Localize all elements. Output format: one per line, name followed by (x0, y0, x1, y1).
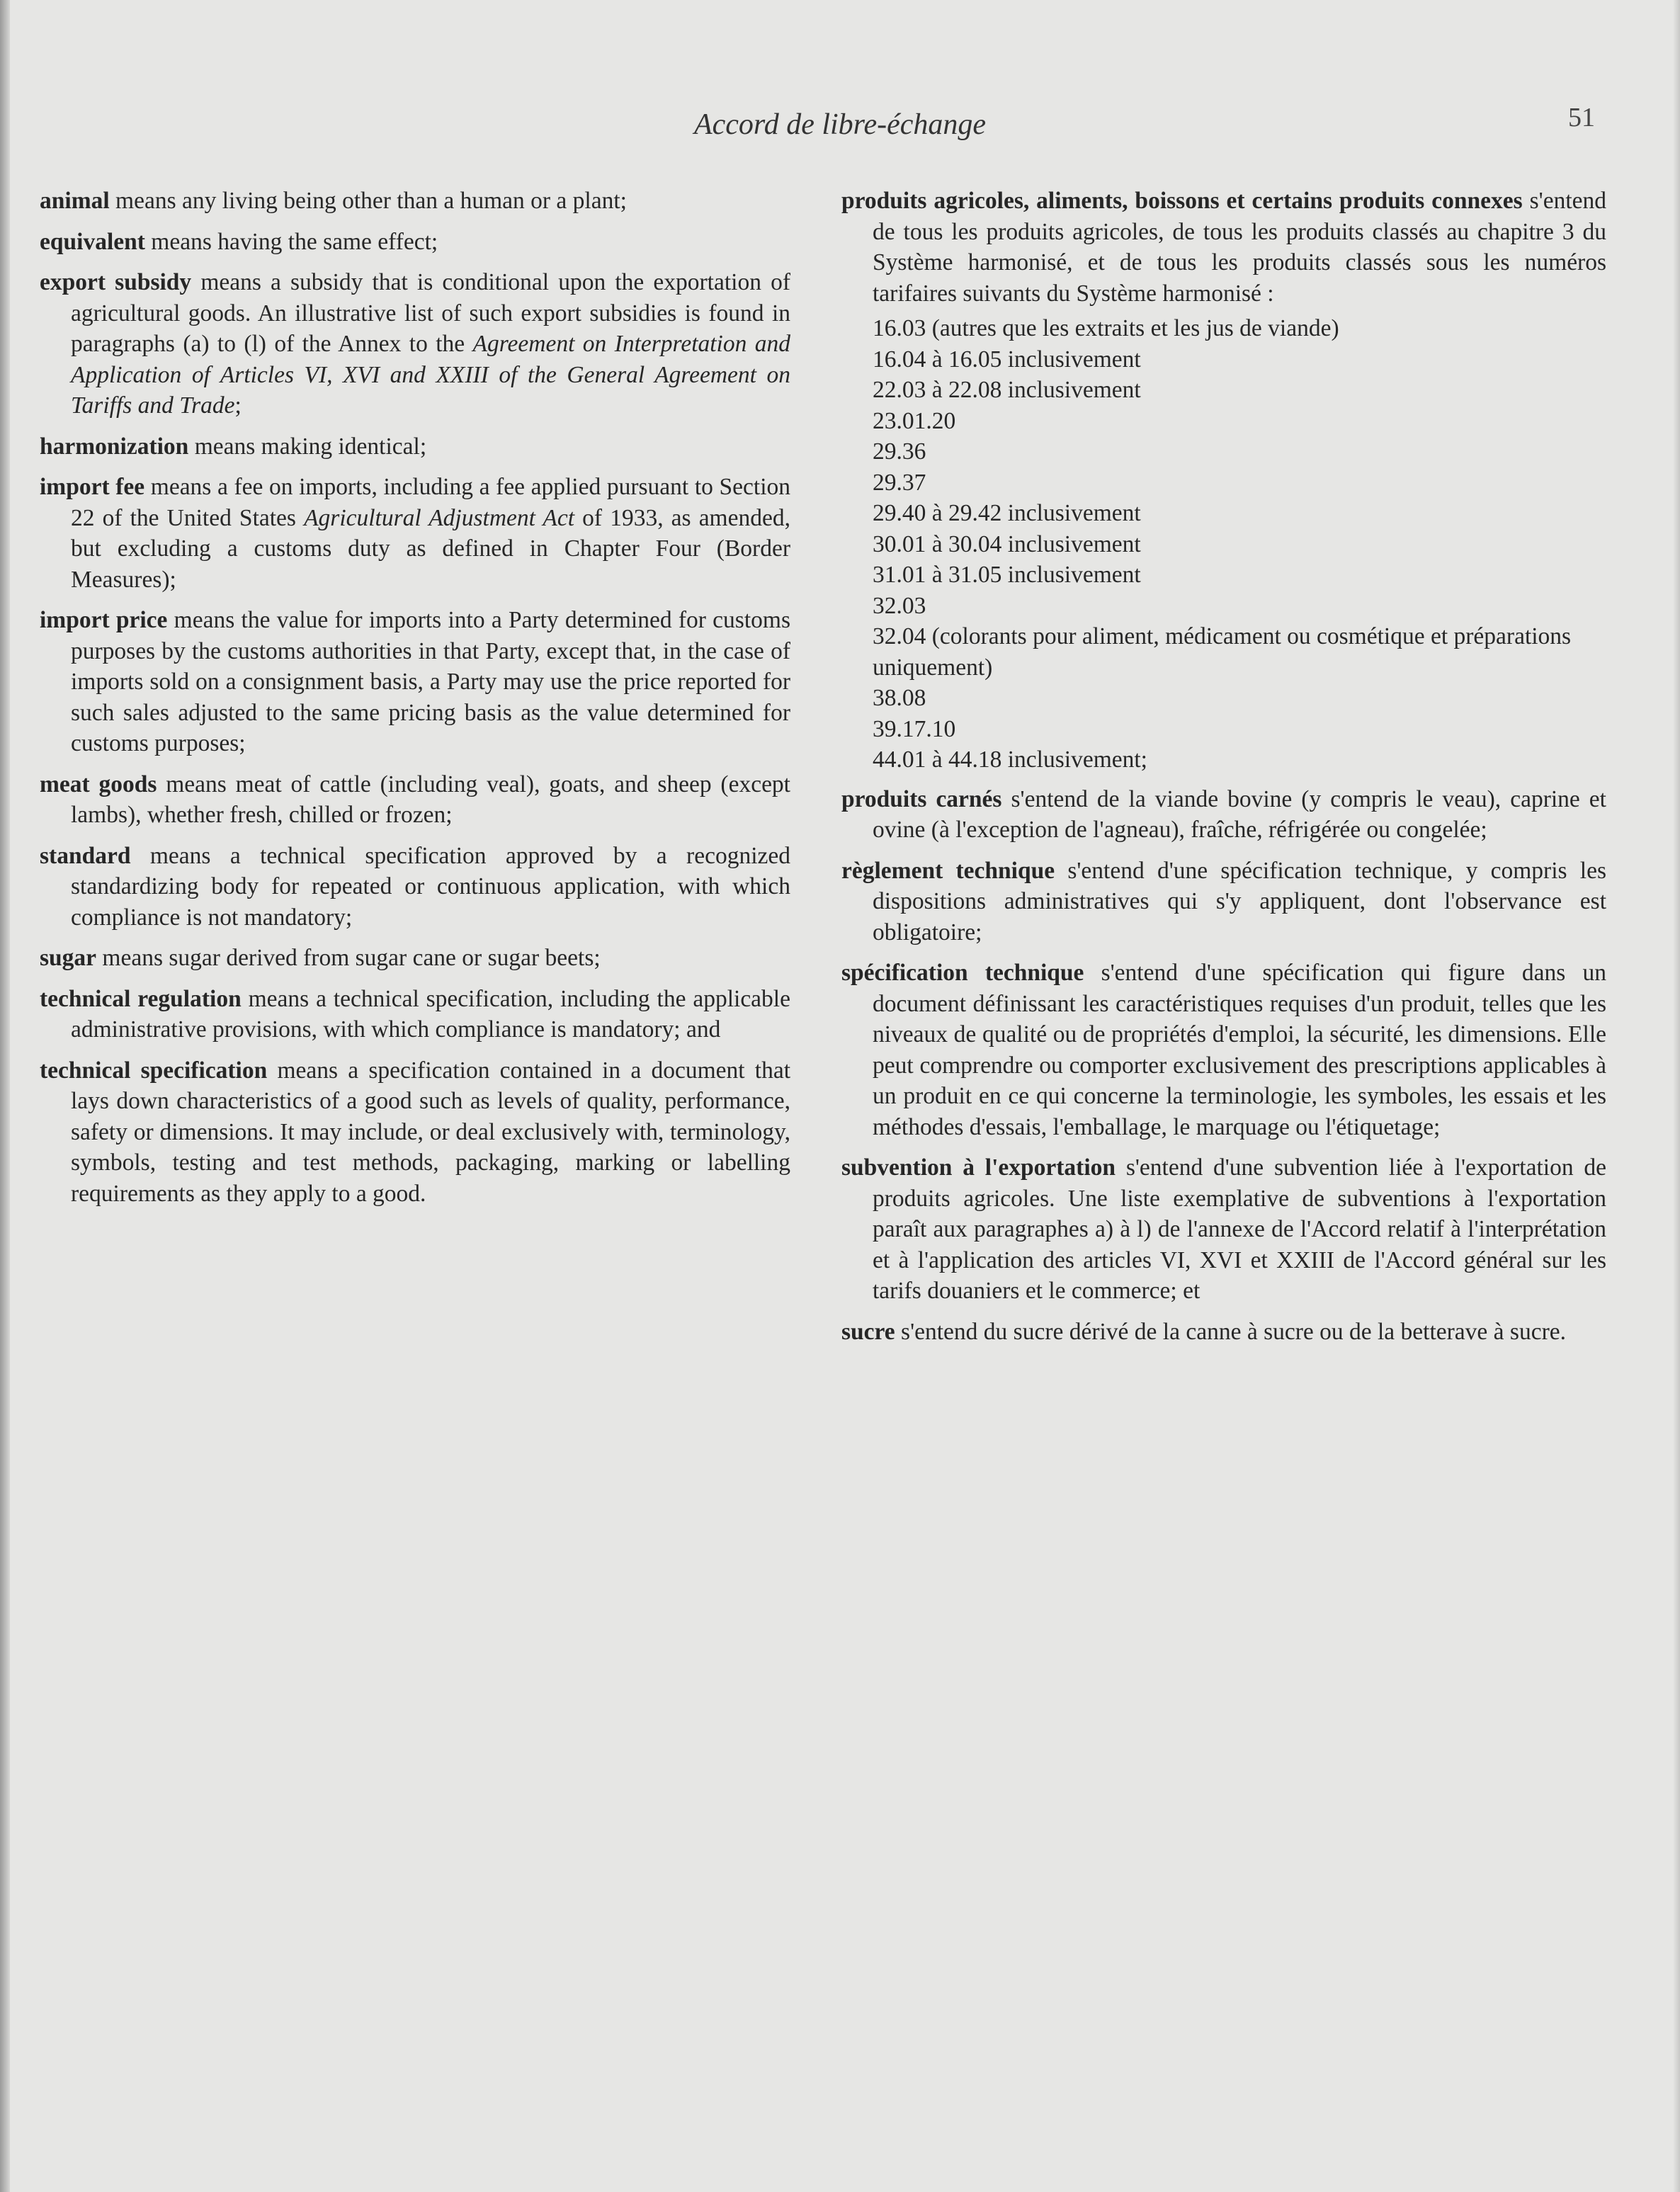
definition-text: means having the same effect; (144, 228, 438, 255)
tariff-code: 32.03 (873, 592, 926, 619)
term: spécification technique (841, 960, 1084, 986)
term: produits carnés (841, 785, 1002, 812)
tariff-code: 31.01 à 31.05 inclusivement (873, 562, 1141, 588)
definition-technical-regulation (40, 984, 790, 1045)
term: technical regulation (40, 985, 242, 1012)
term: meat goods (40, 771, 157, 797)
definition-text: means a fee on imports, including a fee applied pursuant to Section 22 of the United States (71, 474, 790, 531)
definition-import-price (40, 605, 790, 759)
agreement-title: Agreement on Interpretation and Application of Articles VI, XVI and XXIII of the General Agreement on Tariffs and Trade (71, 331, 790, 419)
definition-sucre (841, 1317, 1606, 1348)
definition-technical-specification (40, 1055, 790, 1210)
term: import fee (40, 474, 145, 500)
definition-export-subsidy (40, 267, 790, 421)
definition-text: s'entend d'une subvention liée à l'exportation de produits agricoles. Une liste exemplative de subventions à l'exportation paraît aux paragraphes a) à l) de l'annexe de l'Accord relatif à l'interprétation et à l'application des articles VI, XVI et XXIII de l'Accord général sur les tarifs douaniers et le commerce; et (873, 1154, 1606, 1304)
page-edge-right (1673, 0, 1680, 2192)
definition-sugar (40, 943, 790, 974)
definition-equivalent (40, 227, 790, 258)
term: import price (40, 607, 168, 633)
definition-specification-technique (841, 958, 1606, 1142)
term: sugar (40, 945, 97, 971)
french-definitions-column (841, 186, 1606, 1357)
tariff-code: 38.08 (873, 685, 926, 711)
tariff-code: 29.37 (873, 469, 926, 496)
term: equivalent (40, 228, 145, 255)
page-binding-shadow (0, 0, 10, 2192)
tariff-code: 16.03 (autres que les extraits et les jus de viande) (873, 315, 1339, 341)
definition-text: s'entend d'une spécification technique, y compris les dispositions administratives qui s'y appliquent, dont l'observance est obligatoire; (873, 857, 1606, 945)
tariff-code: 32.04 (colorants pour aliment, médicament ou cosmétique et préparations uniquement) (873, 623, 1572, 681)
tariff-code: 29.40 à 29.42 inclusivement (873, 500, 1141, 526)
definition-reglement-technique (841, 856, 1606, 948)
tariff-code: 22.03 à 22.08 inclusivement (873, 377, 1141, 403)
term: animal (40, 188, 110, 214)
definition-text: s'entend de la viande bovine (y compris le veau), caprine et ovine (à l'exception de l'agneau), fraîche, réfrigérée ou congelée; (873, 785, 1606, 843)
definition-text: means making identical; (188, 433, 427, 460)
definition-subvention-exportation (841, 1152, 1606, 1307)
definition-import-fee (40, 472, 790, 595)
term: technical specification (40, 1057, 268, 1084)
definition-text: means a technical specification, including the applicable administrative provisions, with which compliance is mandatory; and (71, 985, 790, 1043)
term: harmonization (40, 433, 189, 460)
definition-text-end: ; (234, 392, 242, 419)
term: export subsidy (40, 269, 192, 295)
running-title: Accord de libre-échange (693, 108, 987, 141)
page-number: 51 (1568, 103, 1595, 132)
tariff-code: 39.17.10 (873, 715, 956, 742)
definition-text: means any living being other than a human or a plant; (109, 188, 627, 214)
act-title: Agricultural Adjustment Act (304, 504, 575, 531)
tariff-code: 44.01 à 44.18 inclusivement; (873, 746, 1147, 773)
term: standard (40, 842, 131, 869)
definition-text: means sugar derived from sugar cane or sugar beets; (96, 945, 601, 971)
definition-text: s'entend du sucre dérivé de la canne à sucre ou de la betterave à sucre. (895, 1318, 1566, 1345)
definition-text: means a technical specification approved by a recognized standardizing body for repeated or continuous application, with which compliance is not mandatory; (71, 842, 790, 931)
tariff-code: 29.36 (873, 438, 926, 465)
tariff-code: 30.01 à 30.04 inclusivement (873, 530, 1141, 557)
definition-animal (40, 186, 790, 217)
definition-text: means meat of cattle (including veal), goats, and sheep (except lambs), whether fresh, chilled or frozen; (71, 771, 790, 828)
definition-standard (40, 841, 790, 933)
definition-meat-goods (40, 769, 790, 831)
definition-text: means a specification contained in a document that lays down characteristics of a good such as levels of quality, performance, safety or dimensions. It may include, or deal exclusively with, terminology, symbols, testing and test methods, packaging, marking or labelling requirements as they apply to a good. (71, 1057, 790, 1207)
term: règlement technique (841, 857, 1055, 884)
term: produits agricoles, aliments, boissons et certains produits connexes (841, 188, 1523, 214)
definition-harmonization (40, 431, 790, 462)
tariff-code-list (873, 313, 1606, 776)
english-definitions-column (40, 186, 790, 1219)
term: subvention à l'exportation (841, 1154, 1116, 1181)
tariff-code: 16.04 à 16.05 inclusivement (873, 346, 1141, 373)
definition-text: means a subsidy that is conditional upon the exportation of agricultural goods. An illustrative list of such export subsidies is found in paragraphs (a) to (l) of the Annex to the (71, 269, 790, 357)
definition-text: means the value for imports into a Party determined for customs purposes by the customs authorities in that Party, except that, in the case of imports sold on a consignment basis, a Party may use the price reported for such sales adjusted to the same pricing basis as the value determined for customs purposes; (71, 607, 790, 756)
definition-text: s'entend de tous les produits agricoles, de tous les produits classés au chapitre 3 du Système harmonisé, et de tous les produits classés sous les numéros tarifaires suivants du Système harmonisé : (873, 188, 1606, 307)
definition-text: s'entend d'une spécification qui figure dans un document définissant les caractéristiques requises d'un produit, telles que les niveaux de qualité ou de propriétés d'emploi, la sécurité, les dimensions. Elle peut comprendre ou comporter exclusivement des prescriptions applicables à un produit en ce qui concerne la terminologie, les symboles, les essais et les méthodes d'essais, l'emballage, le marquage ou l'étiquetage; (873, 960, 1607, 1140)
definition-produits-carnes (841, 784, 1606, 846)
definition-text-end: of 1933, as amended, but excluding a customs duty as defined in Chapter Four (Border Measures); (71, 504, 790, 593)
term: sucre (841, 1318, 895, 1345)
tariff-code: 23.01.20 (873, 407, 956, 434)
definition-produits-agricoles (841, 186, 1606, 309)
